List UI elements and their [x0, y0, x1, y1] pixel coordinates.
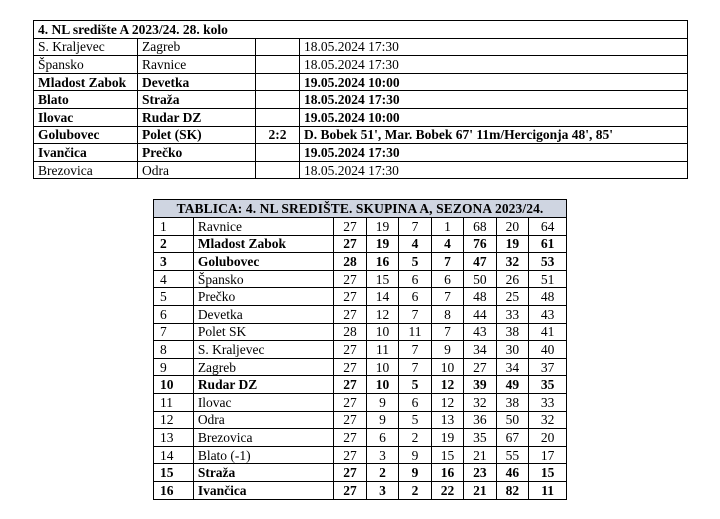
- standings-points: 64: [529, 218, 567, 236]
- standings-row: [154, 481, 567, 499]
- standings-team: Zagreb: [193, 358, 333, 376]
- match-away-team: Odra: [138, 161, 256, 179]
- standings-draws: 5: [399, 253, 431, 271]
- match-row: [34, 38, 688, 56]
- standings-draws: 7: [399, 358, 431, 376]
- standings-position: 6: [154, 305, 194, 323]
- match-away-team: Polet (SK): [138, 126, 256, 144]
- standings-goals-against: 50: [496, 411, 528, 429]
- standings-team: Mladost Zabok: [193, 235, 333, 253]
- standings-team: Golubovec: [193, 253, 333, 271]
- standings-losses: 1: [431, 218, 463, 236]
- match-home-team: Brezovica: [34, 161, 138, 179]
- standings-wins: 14: [366, 288, 398, 306]
- standings-row: [154, 235, 567, 253]
- standings-draws: 5: [399, 376, 431, 394]
- match-result: 2:2: [256, 126, 300, 144]
- match-info: 18.05.2024 17:30: [300, 91, 688, 109]
- standings-losses: 9: [431, 341, 463, 359]
- standings-points: 41: [529, 323, 567, 341]
- match-result: [256, 73, 300, 91]
- match-row: [34, 161, 688, 179]
- standings-played: 27: [334, 341, 366, 359]
- standings-position: 11: [154, 393, 194, 411]
- standings-losses: 12: [431, 393, 463, 411]
- standings-row: [154, 446, 567, 464]
- standings-team: Polet SK: [193, 323, 333, 341]
- standings-goals-for: 44: [464, 305, 496, 323]
- match-away-team: Rudar DZ: [138, 108, 256, 126]
- standings-losses: 16: [431, 464, 463, 482]
- fixtures-header-row: [34, 21, 688, 39]
- standings-goals-against: 82: [496, 481, 528, 499]
- standings-goals-against: 26: [496, 270, 528, 288]
- match-row: [34, 126, 688, 144]
- standings-position: 16: [154, 481, 194, 499]
- standings-played: 27: [334, 358, 366, 376]
- standings-goals-for: 48: [464, 288, 496, 306]
- standings-position: 14: [154, 446, 194, 464]
- standings-goals-against: 67: [496, 429, 528, 447]
- standings-draws: 4: [399, 235, 431, 253]
- standings-draws: 7: [399, 218, 431, 236]
- match-away-team: Prečko: [138, 144, 256, 162]
- standings-position: 3: [154, 253, 194, 271]
- standings-goals-against: 20: [496, 218, 528, 236]
- standings-goals-against: 33: [496, 305, 528, 323]
- standings-row: [154, 270, 567, 288]
- standings-played: 27: [334, 288, 366, 306]
- standings-points: 43: [529, 305, 567, 323]
- standings-goals-for: 76: [464, 235, 496, 253]
- standings-header-row: [154, 200, 567, 218]
- fixtures-body: [34, 21, 688, 179]
- standings-wins: 3: [366, 481, 398, 499]
- match-home-team: Golubovec: [34, 126, 138, 144]
- standings-wins: 6: [366, 429, 398, 447]
- standings-played: 27: [334, 481, 366, 499]
- standings-team: Ilovac: [193, 393, 333, 411]
- standings-row: [154, 218, 567, 236]
- standings-wins: 3: [366, 446, 398, 464]
- standings-goals-against: 34: [496, 358, 528, 376]
- standings-losses: 7: [431, 288, 463, 306]
- standings-played: 27: [334, 235, 366, 253]
- standings-goals-for: 68: [464, 218, 496, 236]
- standings-played: 28: [334, 253, 366, 271]
- standings-team: Blato (-1): [193, 446, 333, 464]
- match-info: 19.05.2024 10:00: [300, 73, 688, 91]
- standings-points: 33: [529, 393, 567, 411]
- standings-body: [154, 200, 567, 500]
- standings-points: 61: [529, 235, 567, 253]
- standings-position: 15: [154, 464, 194, 482]
- standings-goals-against: 30: [496, 341, 528, 359]
- standings-losses: 12: [431, 376, 463, 394]
- standings-row: [154, 393, 567, 411]
- standings-goals-against: 19: [496, 235, 528, 253]
- standings-played: 27: [334, 218, 366, 236]
- match-away-team: Ravnice: [138, 56, 256, 74]
- standings-row: [154, 341, 567, 359]
- standings-points: 53: [529, 253, 567, 271]
- standings-played: 27: [334, 305, 366, 323]
- standings-points: 40: [529, 341, 567, 359]
- standings-played: 27: [334, 464, 366, 482]
- standings-losses: 7: [431, 323, 463, 341]
- standings-team: Devetka: [193, 305, 333, 323]
- standings-points: 15: [529, 464, 567, 482]
- standings-draws: 5: [399, 411, 431, 429]
- match-home-team: Ivančica: [34, 144, 138, 162]
- standings-row: [154, 464, 567, 482]
- standings-goals-against: 38: [496, 393, 528, 411]
- standings-goals-against: 38: [496, 323, 528, 341]
- standings-wins: 9: [366, 411, 398, 429]
- standings-goals-for: 39: [464, 376, 496, 394]
- standings-goals-for: 35: [464, 429, 496, 447]
- standings-draws: 9: [399, 446, 431, 464]
- standings-position: 5: [154, 288, 194, 306]
- standings-position: 12: [154, 411, 194, 429]
- standings-points: 51: [529, 270, 567, 288]
- standings-position: 7: [154, 323, 194, 341]
- match-row: [34, 73, 688, 91]
- standings-points: 11: [529, 481, 567, 499]
- match-row: [34, 108, 688, 126]
- match-row: [34, 144, 688, 162]
- standings-draws: 9: [399, 464, 431, 482]
- standings-row: [154, 411, 567, 429]
- standings-team: Ravnice: [193, 218, 333, 236]
- match-result: [256, 161, 300, 179]
- standings-played: 27: [334, 411, 366, 429]
- match-away-team: Zagreb: [138, 38, 256, 56]
- standings-goals-for: 21: [464, 481, 496, 499]
- standings-wins: 19: [366, 218, 398, 236]
- standings-draws: 2: [399, 429, 431, 447]
- standings-draws: 7: [399, 305, 431, 323]
- standings-row: [154, 305, 567, 323]
- match-result: [256, 38, 300, 56]
- standings-goals-for: 43: [464, 323, 496, 341]
- standings-played: 27: [334, 376, 366, 394]
- match-result: [256, 56, 300, 74]
- standings-position: 2: [154, 235, 194, 253]
- standings-losses: 6: [431, 270, 463, 288]
- standings-position: 8: [154, 341, 194, 359]
- standings-row: [154, 358, 567, 376]
- standings-table: [153, 199, 567, 500]
- standings-team: Ivančica: [193, 481, 333, 499]
- match-info: D. Bobek 51', Mar. Bobek 67' 11m/Hercigonja 48', 85': [300, 126, 688, 144]
- standings-goals-for: 27: [464, 358, 496, 376]
- standings-wins: 10: [366, 376, 398, 394]
- fixtures-table: [33, 20, 688, 179]
- standings-goals-for: 47: [464, 253, 496, 271]
- standings-team: Prečko: [193, 288, 333, 306]
- standings-row: [154, 253, 567, 271]
- standings-wins: 10: [366, 323, 398, 341]
- standings-wins: 10: [366, 358, 398, 376]
- match-info: 18.05.2024 17:30: [300, 56, 688, 74]
- standings-row: [154, 429, 567, 447]
- fixtures-title: 4. NL središte A 2023/24. 28. kolo: [34, 21, 688, 39]
- standings-position: 4: [154, 270, 194, 288]
- standings-played: 28: [334, 323, 366, 341]
- match-home-team: S. Kraljevec: [34, 38, 138, 56]
- standings-losses: 8: [431, 305, 463, 323]
- standings-goals-for: 32: [464, 393, 496, 411]
- match-row: [34, 56, 688, 74]
- standings-played: 27: [334, 429, 366, 447]
- standings-points: 32: [529, 411, 567, 429]
- match-home-team: Blato: [34, 91, 138, 109]
- standings-goals-for: 23: [464, 464, 496, 482]
- standings-points: 17: [529, 446, 567, 464]
- standings-team: Špansko: [193, 270, 333, 288]
- standings-draws: 6: [399, 288, 431, 306]
- standings-position: 1: [154, 218, 194, 236]
- standings-position: 10: [154, 376, 194, 394]
- standings-goals-for: 21: [464, 446, 496, 464]
- match-home-team: Ilovac: [34, 108, 138, 126]
- standings-wins: 12: [366, 305, 398, 323]
- standings-goals-against: 25: [496, 288, 528, 306]
- standings-row: [154, 376, 567, 394]
- match-info: 19.05.2024 10:00: [300, 108, 688, 126]
- standings-goals-for: 50: [464, 270, 496, 288]
- standings-points: 37: [529, 358, 567, 376]
- standings-goals-for: 36: [464, 411, 496, 429]
- match-row: [34, 91, 688, 109]
- standings-team: S. Kraljevec: [193, 341, 333, 359]
- standings-points: 20: [529, 429, 567, 447]
- match-info: 19.05.2024 17:30: [300, 144, 688, 162]
- match-result: [256, 108, 300, 126]
- standings-goals-against: 46: [496, 464, 528, 482]
- standings-team: Brezovica: [193, 429, 333, 447]
- standings-draws: 6: [399, 393, 431, 411]
- standings-draws: 7: [399, 341, 431, 359]
- match-info: 18.05.2024 17:30: [300, 161, 688, 179]
- standings-losses: 4: [431, 235, 463, 253]
- standings-losses: 13: [431, 411, 463, 429]
- match-home-team: Mladost Zabok: [34, 73, 138, 91]
- standings-draws: 2: [399, 481, 431, 499]
- standings-played: 27: [334, 270, 366, 288]
- match-info: 18.05.2024 17:30: [300, 38, 688, 56]
- standings-team: Odra: [193, 411, 333, 429]
- standings-row: [154, 288, 567, 306]
- standings-draws: 6: [399, 270, 431, 288]
- standings-position: 9: [154, 358, 194, 376]
- standings-wins: 15: [366, 270, 398, 288]
- standings-goals-against: 49: [496, 376, 528, 394]
- match-home-team: Špansko: [34, 56, 138, 74]
- standings-points: 48: [529, 288, 567, 306]
- standings-row: [154, 323, 567, 341]
- standings-wins: 16: [366, 253, 398, 271]
- standings-losses: 15: [431, 446, 463, 464]
- standings-losses: 19: [431, 429, 463, 447]
- match-result: [256, 91, 300, 109]
- standings-title: TABLICA: 4. NL SREDIŠTE. SKUPINA A, SEZONA 2023/24.: [154, 200, 567, 218]
- standings-team: Straža: [193, 464, 333, 482]
- standings-goals-against: 55: [496, 446, 528, 464]
- standings-goals-for: 34: [464, 341, 496, 359]
- standings-played: 27: [334, 393, 366, 411]
- standings-losses: 10: [431, 358, 463, 376]
- match-away-team: Straža: [138, 91, 256, 109]
- standings-points: 35: [529, 376, 567, 394]
- standings-played: 27: [334, 446, 366, 464]
- standings-position: 13: [154, 429, 194, 447]
- standings-losses: 7: [431, 253, 463, 271]
- standings-draws: 11: [399, 323, 431, 341]
- standings-wins: 11: [366, 341, 398, 359]
- match-away-team: Devetka: [138, 73, 256, 91]
- standings-team: Rudar DZ: [193, 376, 333, 394]
- standings-wins: 2: [366, 464, 398, 482]
- standings-losses: 22: [431, 481, 463, 499]
- standings-goals-against: 32: [496, 253, 528, 271]
- standings-wins: 19: [366, 235, 398, 253]
- standings-wins: 9: [366, 393, 398, 411]
- match-result: [256, 144, 300, 162]
